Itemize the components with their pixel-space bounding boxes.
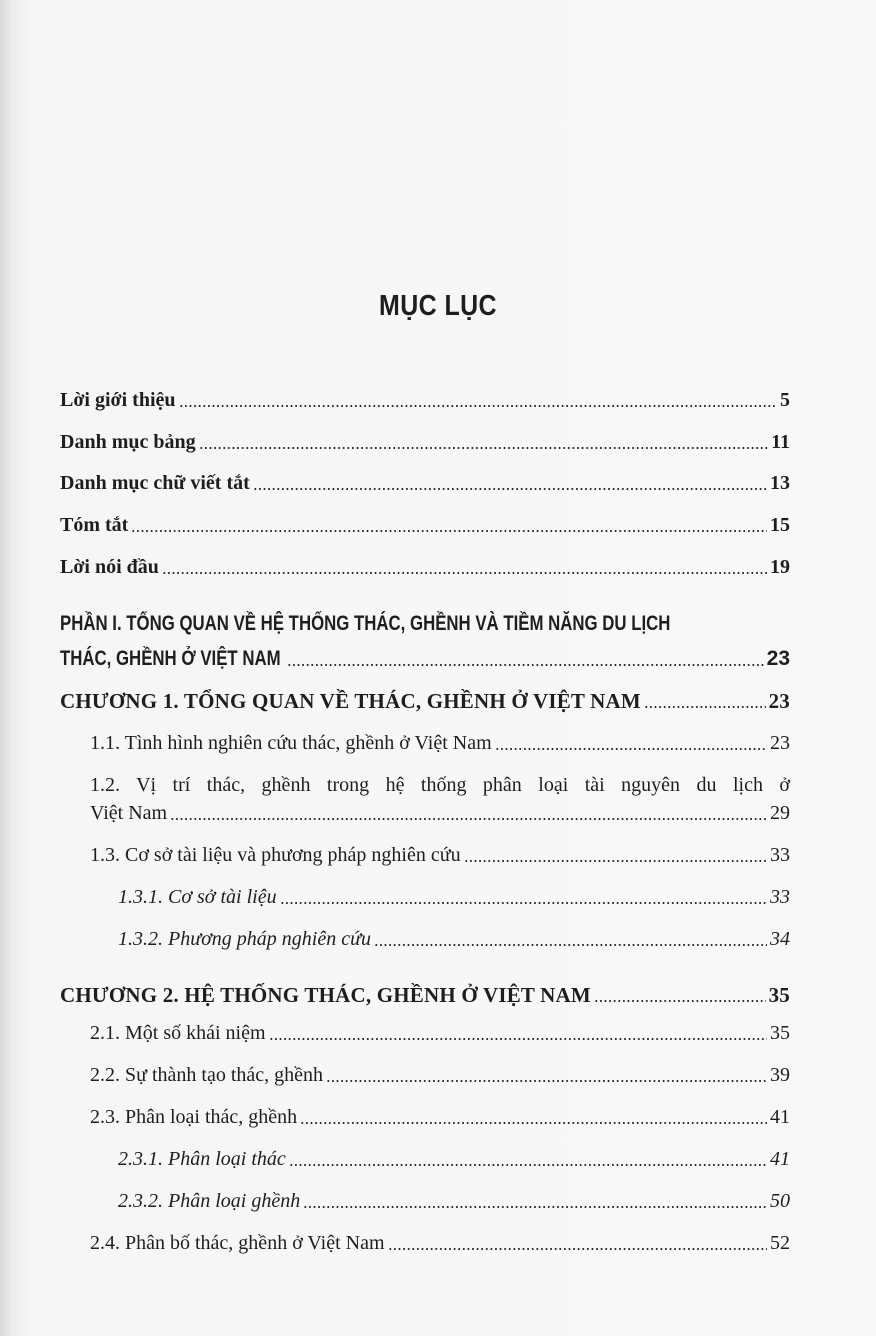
dot-leader <box>326 1080 767 1082</box>
toc-entry-page: 23 <box>766 647 790 670</box>
toc-entry-label: 2.1. Một số khái niệm <box>90 1022 266 1044</box>
toc-entry-label-line1: 1.2. Vị trí thác, ghềnh trong hệ thống phân loại tài nguyên du lịch ở <box>90 774 790 796</box>
toc-entry-1-3-2[interactable] <box>118 927 790 951</box>
toc-entry-label: Danh mục bảng <box>60 431 196 453</box>
dot-leader <box>464 860 767 862</box>
toc-entry-label: 2.3. Phân loại thác, ghềnh <box>90 1106 298 1128</box>
toc-entry-label: Tóm tắt <box>60 514 129 536</box>
toc-entry-page: 5 <box>780 389 790 411</box>
toc-entry-1-3[interactable] <box>90 843 790 867</box>
dot-leader <box>287 664 764 666</box>
toc-entry-page: 15 <box>770 514 790 536</box>
toc-entry-label: CHƯƠNG 2. HỆ THỐNG THÁC, GHỀNH Ở VIỆT NAM <box>60 983 591 1007</box>
toc-entry-page: 39 <box>770 1064 790 1086</box>
toc-entry-chuong-2[interactable] <box>60 983 790 1007</box>
toc-entry-danh-muc-chu-viet-tat[interactable] <box>60 471 790 495</box>
dot-leader <box>269 1038 767 1040</box>
dot-leader <box>179 405 778 407</box>
toc-entry-page: 41 <box>770 1148 790 1170</box>
dot-leader <box>289 1164 767 1166</box>
toc-entry-page: 35 <box>770 1022 790 1044</box>
toc-entry-page: 23 <box>768 689 790 713</box>
toc-entry-page: 35 <box>768 983 790 1007</box>
toc-entry-label: 1.3. Cơ sở tài liệu và phương pháp nghiên cứu <box>90 844 461 866</box>
dot-leader <box>170 818 767 820</box>
dot-leader <box>644 706 766 708</box>
toc-entry-page: 34 <box>770 928 790 950</box>
toc-entry-page: 33 <box>770 844 790 866</box>
toc-entry-loi-gioi-thieu[interactable] <box>60 388 790 412</box>
toc-entry-label: 2.3.1. Phân loại thác <box>118 1148 286 1170</box>
dot-leader <box>300 1122 767 1124</box>
toc-entry-page: 23 <box>770 732 790 754</box>
toc-entry-label: CHƯƠNG 1. TỔNG QUAN VỀ THÁC, GHỀNH Ở VIỆT NAM <box>60 689 641 713</box>
toc-entry-page: 11 <box>771 431 790 453</box>
toc-entry-loi-noi-dau[interactable] <box>60 555 790 579</box>
dot-leader <box>594 1000 766 1002</box>
dot-leader <box>303 1206 767 1208</box>
toc-entry-label: 1.1. Tình hình nghiên cứu thác, ghềnh ở Việt Nam <box>90 732 492 754</box>
toc-entry-label-line2: Việt Nam <box>90 802 168 824</box>
dot-leader <box>495 748 767 750</box>
toc-entry-label: Lời giới thiệu <box>60 389 176 411</box>
toc-entry-1-3-1[interactable] <box>118 885 790 909</box>
toc-entry-page: 52 <box>770 1232 790 1254</box>
toc-entry-1-1[interactable] <box>90 731 790 755</box>
toc-entry-page: 41 <box>770 1106 790 1128</box>
dot-leader <box>131 530 767 532</box>
toc-entry-label: 2.4. Phân bố thác, ghềnh ở Việt Nam <box>90 1232 385 1254</box>
toc-entry-2-4[interactable] <box>90 1231 790 1255</box>
toc-entry-2-3-1[interactable] <box>118 1147 790 1171</box>
toc-entry-2-1[interactable] <box>90 1021 790 1045</box>
dot-leader <box>388 1248 767 1250</box>
toc-entry-label: 1.3.1. Cơ sở tài liệu <box>118 886 277 908</box>
toc-entry-tom-tat[interactable] <box>60 513 790 537</box>
toc-entry-page: 19 <box>770 556 790 578</box>
toc-entry-2-3-2[interactable] <box>118 1189 790 1213</box>
toc-entry-page: 50 <box>770 1190 790 1212</box>
dot-leader <box>162 572 767 574</box>
toc-entry-label: Danh mục chữ viết tắt <box>60 472 250 494</box>
toc-entry-label-line2: THÁC, GHỀNH Ở VIỆT NAM <box>60 647 281 670</box>
toc-entry-page: 13 <box>770 472 790 494</box>
toc-entry-page: 33 <box>770 886 790 908</box>
toc-entry-label-line1: PHẦN I. TỔNG QUAN VỀ HỆ THỐNG THÁC, GHỀNH VÀ TIỀM NĂNG DU LỊCH <box>60 612 671 635</box>
dot-leader <box>280 902 767 904</box>
toc-entry-chuong-1[interactable] <box>60 689 790 713</box>
toc-entry-2-3[interactable] <box>90 1105 790 1129</box>
toc-entry-label: 2.2. Sự thành tạo thác, ghềnh <box>90 1064 324 1086</box>
toc-entry-2-2[interactable] <box>90 1063 790 1087</box>
dot-leader <box>253 488 767 490</box>
page-title: MỤC LỤC <box>378 290 497 322</box>
toc-entry-label: 1.3.2. Phương pháp nghiên cứu <box>118 928 372 950</box>
dot-leader <box>374 944 767 946</box>
toc-entry-page: 29 <box>770 802 790 824</box>
toc-entry-label: 2.3.2. Phân loại ghềnh <box>118 1190 301 1212</box>
toc-entry-label: Lời nói đầu <box>60 556 159 578</box>
dot-leader <box>199 447 768 449</box>
toc-entry-danh-muc-bang[interactable] <box>60 430 790 454</box>
